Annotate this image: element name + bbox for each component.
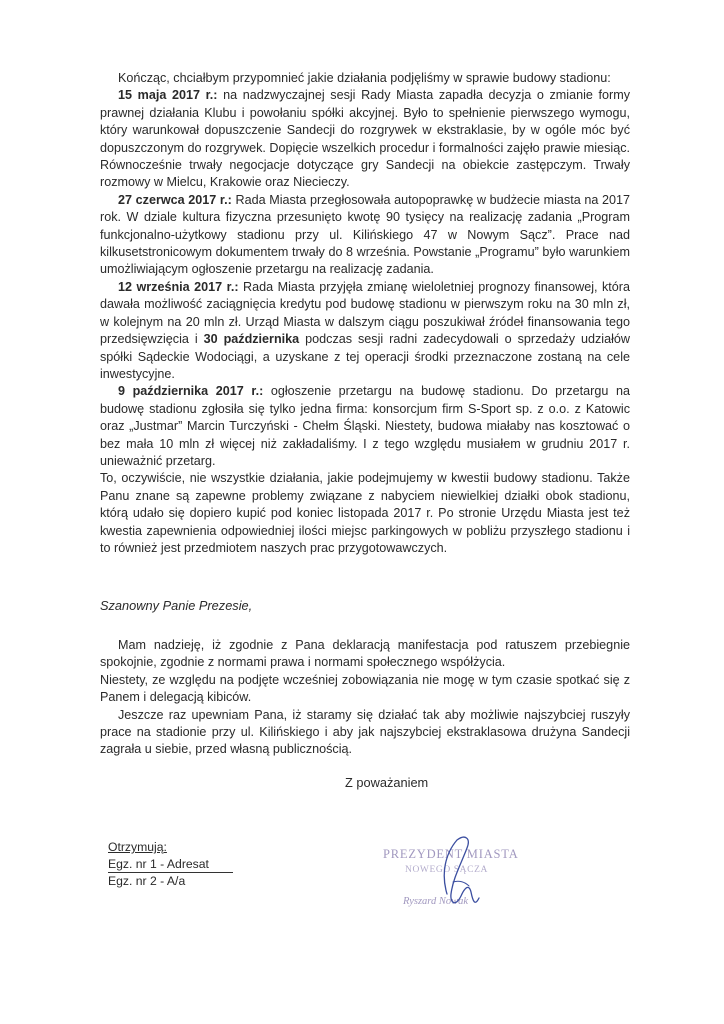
closing-paragraph-3: Jeszcze raz upewniam Pana, iż staramy się działać tak aby możliwie najszybciej ruszyły prace na stadionie przy ul. Kilińskiego i aby jak najszybciej ekstraklasowa drużyna Sandecji zagrała u siebie, przed własną publicznością. (100, 707, 630, 757)
stamp-line-2: NOWEGO SĄCZA (405, 865, 488, 875)
closing-paragraph-2: Niestety, ze względu na podjęte wcześniej zobowiązania nie mogę w tym czasie spotkać się z Panem i delegacją kibiców. (100, 672, 630, 705)
date-may: 15 maja 2017 r.: (118, 88, 218, 103)
date-october-30: 30 października (203, 332, 300, 347)
stamp-signature-graphic (375, 832, 545, 922)
paragraph-september-text-a: Rada Miasta przyjęła zmianę wieloletniej prognozy finansowej, która dawała możliwość zaciągnięcia kredytu pod budowę stadionu w pierwszym roku na 30 mln zł, w kolejnym na 20 mln zł. Urząd Miasta w dalszym ciągu poszukiwał źródeł finansowania tego przedsięwzięcia i (100, 279, 630, 347)
greeting: Szanowny Panie Prezesie, (100, 598, 253, 613)
paragraph-may (100, 87, 630, 191)
intro-paragraph: Kończąc, chciałbym przypomnieć jakie działania podjęliśmy w sprawie budowy stadionu: (118, 71, 611, 85)
paragraph-september-text-b: podczas sesji radni zadecydowali o sprzedaży udziałów spółki Sądeckie Wodociągi, a uzyskane z tej operacji środki przeznaczone zostaną na cele inwestycyjne. (100, 332, 630, 381)
paragraph-june-text: Rada Miasta przegłosowała autopoprawkę w budżecie miasta na 2017 rok. W dziale kultura fizyczna przesunięto kwotę 90 tysięcy na realizację zadania „Program funkcjonalno-użytkowy stadionu przy ul. Kilińskiego 47 w Nowym Sącz”. Prace nad kilkusetstronicowym dokumentem trwały do 8 września. Powstanie „Programu” było warunkiem umożliwiającym ogłoszenie przetargu na realizację zadania. (100, 192, 630, 277)
recipients-heading: Otrzymują: (108, 840, 167, 854)
official-stamp (375, 832, 545, 922)
closing-body (100, 637, 630, 759)
paragraph-june (100, 192, 630, 279)
closing-paragraph-1: Mam nadzieję, iż zgodnie z Pana deklaracją manifestacja pod ratuszem przebiegnie spokojnie, zgodnie z normami prawa i normami społecznego współżycia. (100, 638, 630, 670)
recipient-2: Egz. nr 2 - A/a (108, 874, 186, 888)
date-october: 9 października 2017 r.: (118, 384, 264, 399)
signature-stroke (453, 881, 469, 886)
paragraph-october (100, 383, 630, 470)
paragraph-may-text: na nadzwyczajnej sesji Rady Miasta zapadła decyzja o zmianie formy prawnej działania Klubu i powołaniu spółki akcyjnej. Było to spełnienie pierwszego wymogu, który warunkował dopuszczenie Sandecji do rozgrywek w ekstraklasie, by w ogóle móc być dopuszczonym do rozgrywek. Dopięcie wszelkich procedur i formalności zajęło prawie miesiąc. Równocześnie trwały negocjacje dotyczące gry Sandecji na obiekcie zastępczym. Trwały rozmowy w Mielcu, Krakowie oraz Niecieczy. (100, 88, 630, 190)
paragraph-summary: To, oczywiście, nie wszystkie działania, jakie podejmujemy w kwestii budowy stadionu. Także Panu znane są zapewne problemy związane z nabyciem niewielkiej działki obok stadionu, którą udało się dopiero kupić pod koniec listopada 2017 r. Po stronie Urzędu Miasta jest też kwestia zapewnienia odpowiedniej ilości miejsc parkingowych w pobliżu przyszłego stadionu i to również jest przedmiotem naszych prac przygotowawczych. (100, 471, 630, 555)
paragraph-october-text: ogłoszenie przetargu na budowę stadionu. Do przetargu na budowę stadionu zgłosiła się tylko jedna firma: konsorcjum firm S-Sport sp. z o.o. z Katowic oraz „Justmar” Marcin Turczyński - Chełm Śląski. Niestety, budowa miałaby nas kosztować o bez mała 10 mln zł więcej niż zakładaliśmy. I z tego względu musiałem w grudniu 2017 r. unieważnić przetarg. (100, 384, 630, 468)
regards: Z poważaniem (345, 775, 429, 790)
recipients-list (108, 839, 233, 890)
date-june: 27 czerwca 2017 r.: (118, 192, 232, 207)
stamp-name: Ryszard Nowak (403, 896, 469, 907)
recipient-1: Egz. nr 1 - Adresat (108, 856, 233, 874)
date-september: 12 września 2017 r.: (118, 279, 239, 294)
paragraph-september (100, 279, 630, 383)
stamp-line-1: PREZYDENT MIASTA (383, 847, 519, 861)
letter-body (100, 70, 630, 557)
